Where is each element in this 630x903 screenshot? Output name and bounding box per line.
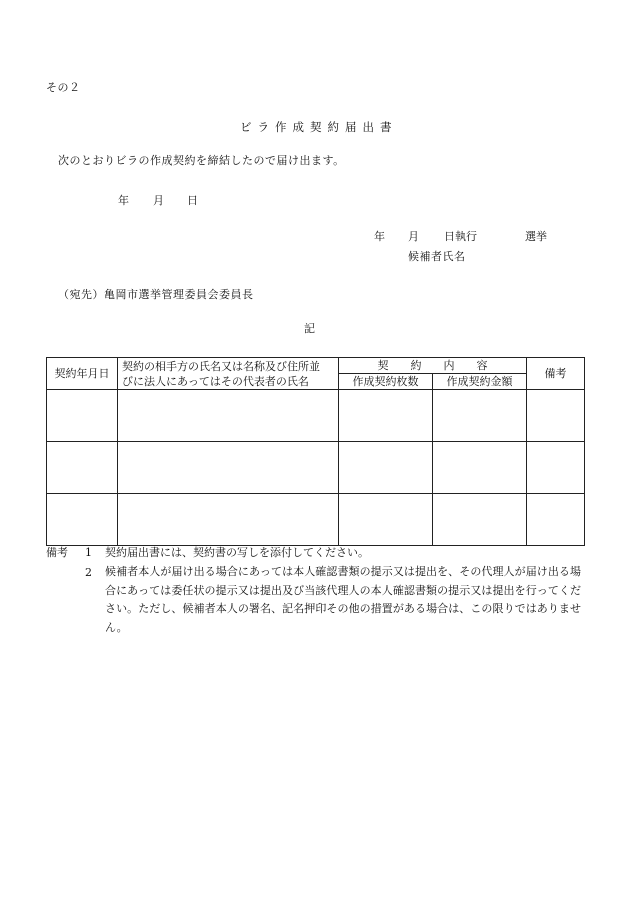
cell-amount[interactable] [433,442,527,494]
election-label: 選挙 [525,230,547,243]
table-row [47,442,585,494]
date-day-label: 日 [187,194,198,207]
candidate-name-label: 候補者氏名 [408,250,466,263]
date-month-label: 月 [153,194,164,207]
cell-notes[interactable] [527,442,585,494]
table-row [47,390,585,442]
election-month-label: 月 [408,230,419,243]
header-content-char: 約 [410,359,422,372]
header-contract-date: 契約年月日 [47,358,118,390]
cell-quantity[interactable] [339,494,433,546]
header-content-char: 内 [443,359,455,372]
header-amount: 作成契約金額 [433,374,527,390]
form-number: その２ [46,81,81,94]
cell-contract-date[interactable] [47,390,118,442]
cell-quantity[interactable] [339,442,433,494]
header-contract-party [118,358,339,390]
header-party-line2: びに法人にあってはその代表者の氏名 [122,375,309,388]
date-year-label: 年 [118,194,129,207]
note-number: 1 [85,546,92,559]
ki-label: 記 [304,322,315,335]
header-content-char: 容 [476,359,488,372]
cell-contract-party[interactable] [118,494,339,546]
header-contract-content [339,358,527,374]
note-text: 候補者本人が届け出る場合にあっては本人確認書類の提示又は提出を、その代理人が届け出る場合にあっては委任状の提示又は提出及び当該代理人の本人確認書類の提示又は提出を行ってください。ただし、候補者本人の署名、記名押印その他の措置がある場合は、この限りではありません。 [105,565,581,634]
cell-contract-date[interactable] [47,494,118,546]
table-header-row [47,358,585,374]
election-year-label: 年 [374,230,385,243]
cell-amount[interactable] [433,494,527,546]
header-notes: 備考 [527,358,585,390]
cell-contract-party[interactable] [118,442,339,494]
header-quantity: 作成契約枚数 [339,374,433,390]
cell-notes[interactable] [527,494,585,546]
notes-label: 備考 [46,546,68,559]
intro-text: 次のとおりビラの作成契約を締結したので届け出ます。 [58,154,345,167]
header-party-line1: 契約の相手方の氏名又は名称及び住所並 [122,360,320,373]
cell-contract-party[interactable] [118,390,339,442]
header-content-char: 契 [377,359,389,372]
note-number: 2 [85,566,92,579]
cell-amount[interactable] [433,390,527,442]
cell-contract-date[interactable] [47,442,118,494]
cell-quantity[interactable] [339,390,433,442]
election-day-executed-label: 日執行 [444,230,477,243]
table-row [47,494,585,546]
document-title: ビラ作成契約届出書 [240,120,398,134]
cell-notes[interactable] [527,390,585,442]
addressee: （宛先）亀岡市選挙管理委員会委員長 [58,288,254,301]
note-text: 契約届出書には、契約書の写しを添付してください。 [105,546,369,559]
contract-table [46,357,585,546]
